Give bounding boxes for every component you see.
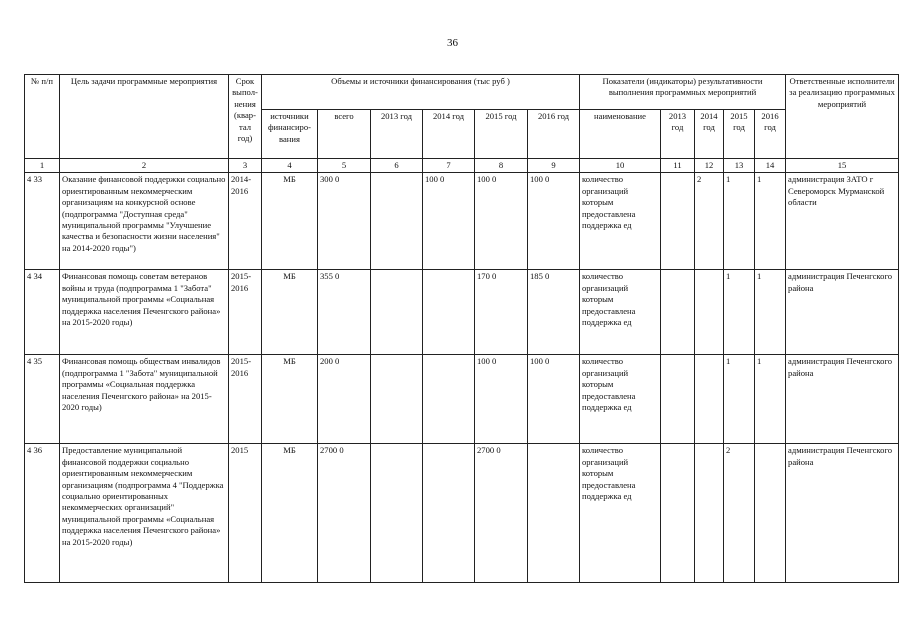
row-total: 300 0 [318,173,371,270]
row-indicator-2013 [661,173,695,270]
row-indicator-2015: 1 [724,355,755,444]
table-row [25,355,899,444]
table-row [25,444,899,583]
header-indicators: Показатели (индикаторы) результативности выполнения программных мероприятий [580,75,786,110]
header-2013: 2013 год [371,110,423,159]
row-2015: 100 0 [475,355,528,444]
header-sources: источники финансиро- вания [262,110,318,159]
row-total: 355 0 [318,270,371,355]
header-responsible: Ответственные исполнители за реализацию программных мероприятий [786,75,899,159]
column-number-row [25,159,899,173]
row-indicator-2015: 2 [724,444,755,583]
row-indicator-2013 [661,444,695,583]
row-goal: Финансовая помощь советам ветеранов войны и труда (подпрограмма 1 "Забота" муниципальной программы «Социальная поддержка населения Печенгского района» на 2015-2020 годы) [60,270,229,355]
row-2016: 100 0 [528,355,580,444]
column-number: 7 [423,159,475,173]
table-row [25,173,899,270]
row-indicator-name: количество организаций которым предоставлена поддержка ед [580,270,661,355]
column-number: 8 [475,159,528,173]
row-2013 [371,355,423,444]
row-2015: 2700 0 [475,444,528,583]
header-num: № п/п [25,75,60,159]
row-2015: 170 0 [475,270,528,355]
header-2016: 2016 год [528,110,580,159]
column-number: 4 [262,159,318,173]
header-total: всего [318,110,371,159]
header-indicator-2013: 2013 год [661,110,695,159]
header-indicator-2015: 2015 год [724,110,755,159]
row-source: МБ [262,173,318,270]
row-responsible: администрация ЗАТО г Североморск Мурманской области [786,173,899,270]
header-term: Срок выпол- нения (квар- тал год) [229,75,262,159]
column-number: 6 [371,159,423,173]
row-2014 [423,270,475,355]
row-indicator-2013 [661,355,695,444]
row-indicator-2016: 1 [755,270,786,355]
row-indicator-2014 [695,444,724,583]
column-number: 13 [724,159,755,173]
row-2014 [423,444,475,583]
row-2013 [371,173,423,270]
row-source: МБ [262,270,318,355]
row-goal: Оказание финансовой поддержки социально ориентированным некоммерческим организациям на конкурсной основе (подпрограмма "Доступная среда" муниципальной программы "Улучшение качества и безопасности жизни населения" на 2014-2020 годы") [60,173,229,270]
row-goal: Предоставление муниципальной финансовой поддержки социально ориентированным некоммерческим организациям (подпрограмма 4 "Поддержка социально ориентированных некоммерческих организаций" муниципальной программы «Социальная поддержка населения Печенгского района» на 2015-2020 годы) [60,444,229,583]
row-goal: Финансовая помощь обществам инвалидов (подпрограмма 1 "Забота" муниципальной программы «Социальная поддержка населения Печенгского района» на 2015-2020 годы) [60,355,229,444]
row-indicator-name: количество организаций которым предоставлена поддержка ед [580,444,661,583]
column-number: 14 [755,159,786,173]
row-num: 4 36 [25,444,60,583]
header-goal: Цель задачи программные мероприятия [60,75,229,159]
column-number: 10 [580,159,661,173]
row-indicator-2014: 2 [695,173,724,270]
table-row [25,270,899,355]
row-2014 [423,355,475,444]
column-number: 15 [786,159,899,173]
row-2016: 185 0 [528,270,580,355]
row-2016: 100 0 [528,173,580,270]
program-activities-table [24,74,899,583]
row-num: 4 33 [25,173,60,270]
row-term: 2014- 2016 [229,173,262,270]
row-responsible: администрация Печенгского района [786,355,899,444]
row-total: 200 0 [318,355,371,444]
row-num: 4 34 [25,270,60,355]
row-indicator-2016: 1 [755,355,786,444]
row-indicator-name: количество организаций которым предоставлена поддержка ед [580,355,661,444]
row-2013 [371,444,423,583]
row-total: 2700 0 [318,444,371,583]
row-indicator-2014 [695,355,724,444]
column-number: 2 [60,159,229,173]
column-number: 12 [695,159,724,173]
row-indicator-2015: 1 [724,270,755,355]
row-indicator-2014 [695,270,724,355]
row-2015: 100 0 [475,173,528,270]
header-indicator-2014: 2014 год [695,110,724,159]
row-term: 2015 [229,444,262,583]
row-2014: 100 0 [423,173,475,270]
row-term: 2015- 2016 [229,355,262,444]
column-number: 11 [661,159,695,173]
page-number: 36 [447,37,458,49]
row-indicator-2016 [755,444,786,583]
row-2016 [528,444,580,583]
row-2013 [371,270,423,355]
column-number: 1 [25,159,60,173]
row-responsible: администрация Печенгского района [786,270,899,355]
header-2015: 2015 год [475,110,528,159]
row-indicator-name: количество организаций которым предоставлена поддержка ед [580,173,661,270]
row-responsible: администрация Печенгского района [786,444,899,583]
column-number: 9 [528,159,580,173]
row-source: МБ [262,444,318,583]
header-2014: 2014 год [423,110,475,159]
header-row-top [25,75,899,110]
column-number: 3 [229,159,262,173]
column-number: 5 [318,159,371,173]
row-indicator-2013 [661,270,695,355]
row-indicator-2016: 1 [755,173,786,270]
row-source: МБ [262,355,318,444]
row-indicator-2015: 1 [724,173,755,270]
header-indicator-2016: 2016 год [755,110,786,159]
header-indicator-name: наименование [580,110,661,159]
row-term: 2015- 2016 [229,270,262,355]
header-volumes: Объемы и источники финансирования (тыс руб ) [262,75,580,110]
row-num: 4 35 [25,355,60,444]
